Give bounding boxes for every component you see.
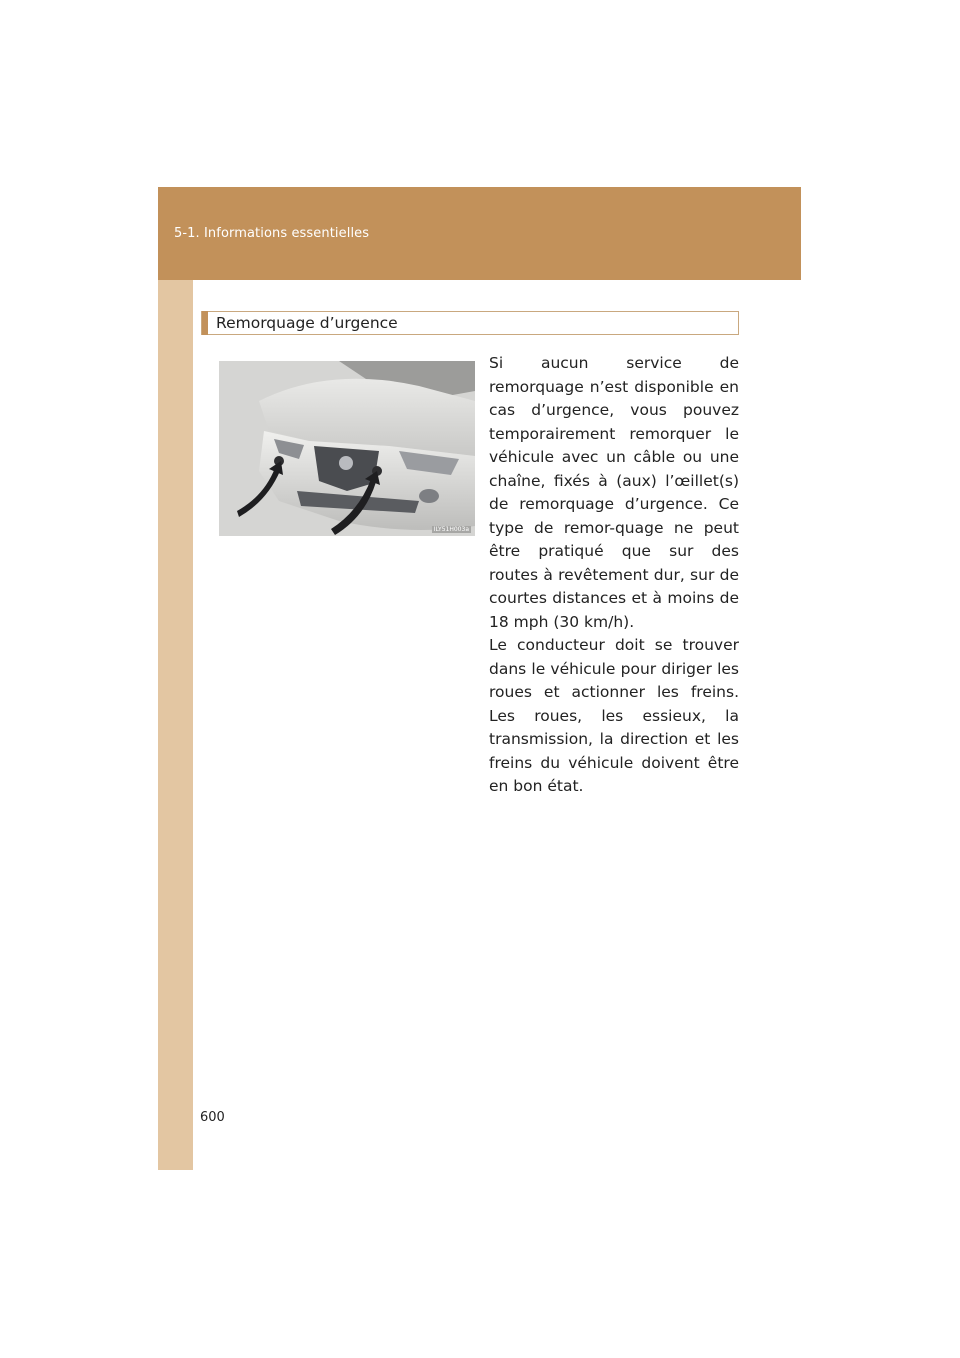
section-title-bar (201, 311, 739, 335)
car-front-drawing (219, 361, 475, 536)
chapter-section-label: 5-1. Informations essentielles (174, 226, 370, 241)
section-body-text (489, 352, 739, 799)
car-front-towing-eyelet-illustration (219, 361, 475, 536)
figure-code-label: ILY51H003a (433, 526, 469, 533)
section-title: Remorquage d’urgence (216, 314, 398, 332)
page-side-strip (158, 187, 193, 1170)
body-paragraph-2: Le conducteur doit se trouver dans le véhicule pour diriger les roues et actionner les freins. Les roues, les essieux, la transmission, la direction et les freins du véhicule doivent être en bon état. (489, 636, 739, 795)
page-number: 600 (200, 1110, 225, 1125)
title-accent-marker (202, 311, 208, 335)
body-paragraph-1: Si aucun service de remorquage n’est disponible en cas d’urgence, vous pouvez temporairement remorquer le véhicule avec un câble ou une chaîne, fixés à (aux) l’œillet(s) de remorquage d’urgence. Ce type de remor-quage ne peut être pratiqué que sur des routes à revêtement dur, sur de courtes distances et à moins de 18 mph (30 km/h). (489, 354, 739, 631)
